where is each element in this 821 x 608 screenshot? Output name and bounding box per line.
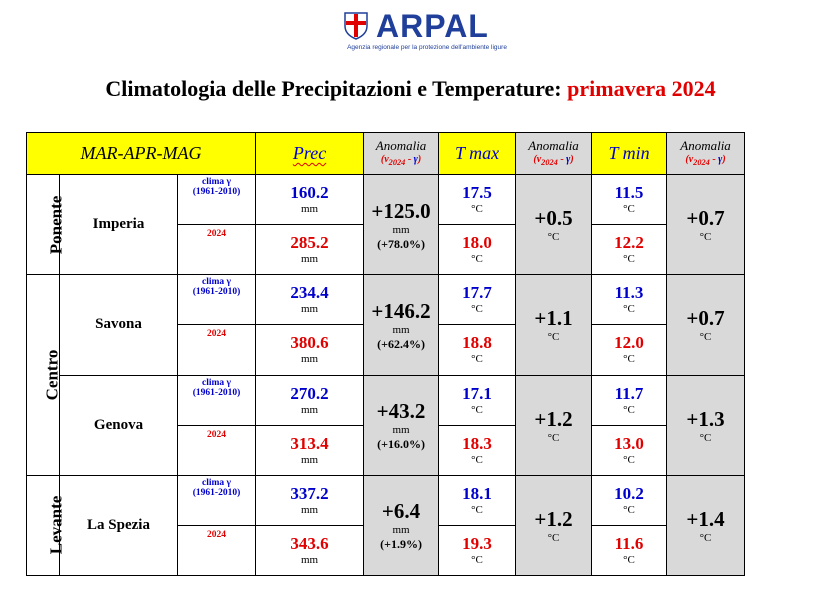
- header-tmax-anomaly: Anomalia $(v_{2024} - \gamma)$: [516, 133, 592, 175]
- tmax-clima-cell: 17.7 °C: [439, 275, 516, 325]
- prec-clima-cell: 270.2 mm: [256, 375, 364, 425]
- title-highlight: primavera 2024: [567, 76, 716, 101]
- tmax-anomaly-cell: +1.2 °C: [516, 375, 592, 475]
- table-row: [27, 375, 745, 425]
- zone-centro: Centro: [27, 275, 60, 475]
- tmax-anomaly-cell: +1.2 °C: [516, 475, 592, 575]
- tmax-anomaly-cell: +1.1 °C: [516, 275, 592, 375]
- header-tmin: T min: [592, 133, 667, 175]
- logo-wordmark: ARPAL: [376, 8, 489, 44]
- tmin-anomaly-cell: +0.7 °C: [667, 275, 745, 375]
- tmin-2024-cell: 13.0 °C: [592, 425, 667, 475]
- anomaly-formula: $(v_{2024} - \gamma)$: [533, 154, 574, 168]
- tmax-2024-cell: 18.3 °C: [439, 425, 516, 475]
- tmin-anomaly-cell: +1.4 °C: [667, 475, 745, 575]
- year-ref-label: 2024: [178, 425, 256, 475]
- header-period: MAR-APR-MAG: [27, 133, 256, 175]
- page-title: [0, 75, 821, 103]
- year-ref-label: 2024: [178, 525, 256, 575]
- tmin-clima-cell: 10.2 °C: [592, 475, 667, 525]
- tmin-clima-cell: 11.5 °C: [592, 175, 667, 225]
- zone-ponente: Ponente: [27, 175, 60, 275]
- title-main: Climatologia delle Precipitazioni e Temperature:: [105, 76, 568, 101]
- prec-anomaly-cell: +43.2 mm (+16.0%): [364, 375, 439, 475]
- liguria-shield-icon: [344, 12, 368, 40]
- tmin-anomaly-cell: +1.3 °C: [667, 375, 745, 475]
- prec-anomaly-cell: +6.4 mm (+1.9%): [364, 475, 439, 575]
- clima-ref-label: clima γ (1961-2010): [178, 275, 256, 325]
- year-ref-label: 2024: [178, 325, 256, 375]
- header-tmax: T max: [439, 133, 516, 175]
- climate-table: [26, 132, 745, 576]
- tmax-anomaly-cell: +0.5 °C: [516, 175, 592, 275]
- station-name: La Spezia: [60, 475, 178, 575]
- tmin-anomaly-cell: +0.7 °C: [667, 175, 745, 275]
- prec-anomaly-cell: +125.0 mm (+78.0%): [364, 175, 439, 275]
- prec-anomaly-cell: +146.2 mm (+62.4%): [364, 275, 439, 375]
- header-row: [27, 133, 745, 175]
- table-row: [27, 175, 745, 225]
- prec-clima-cell: 234.4 mm: [256, 275, 364, 325]
- anomaly-formula: $(v_{2024} - \gamma)$: [685, 154, 726, 168]
- anomaly-formula: $(v_{2024} - \gamma)$: [380, 154, 422, 168]
- tmin-2024-cell: 12.0 °C: [592, 325, 667, 375]
- prec-2024-cell: 313.4 mm: [256, 425, 364, 475]
- table-row: [27, 275, 745, 325]
- header-tmin-anomaly: Anomalia $(v_{2024} - \gamma)$: [667, 133, 745, 175]
- prec-clima-cell: 337.2 mm: [256, 475, 364, 525]
- prec-clima-cell: 160.2 mm: [256, 175, 364, 225]
- station-name: Savona: [60, 275, 178, 375]
- header-prec: Prec: [256, 133, 364, 175]
- header-prec-anomaly: Anomalia $(v_{2024} - \gamma)$: [364, 133, 439, 175]
- logo-tagline: Agenzia regionale per la protezione dell'ambiente ligure: [347, 44, 507, 51]
- zone-levante: Levante: [27, 475, 60, 575]
- table-row: [27, 475, 745, 525]
- clima-ref-label: clima γ (1961-2010): [178, 375, 256, 425]
- clima-ref-label: clima γ (1961-2010): [178, 175, 256, 225]
- tmin-clima-cell: 11.3 °C: [592, 275, 667, 325]
- station-name: Imperia: [60, 175, 178, 275]
- clima-ref-label: clima γ (1961-2010): [178, 475, 256, 525]
- tmin-clima-cell: 11.7 °C: [592, 375, 667, 425]
- prec-2024-cell: 380.6 mm: [256, 325, 364, 375]
- tmax-2024-cell: 19.3 °C: [439, 525, 516, 575]
- year-ref-label: 2024: [178, 225, 256, 275]
- arpal-logo: [344, 8, 507, 54]
- tmax-clima-cell: 17.1 °C: [439, 375, 516, 425]
- tmin-2024-cell: 12.2 °C: [592, 225, 667, 275]
- tmin-2024-cell: 11.6 °C: [592, 525, 667, 575]
- tmax-2024-cell: 18.0 °C: [439, 225, 516, 275]
- station-name: Genova: [60, 375, 178, 475]
- prec-2024-cell: 343.6 mm: [256, 525, 364, 575]
- tmax-2024-cell: 18.8 °C: [439, 325, 516, 375]
- prec-2024-cell: 285.2 mm: [256, 225, 364, 275]
- tmax-clima-cell: 18.1 °C: [439, 475, 516, 525]
- tmax-clima-cell: 17.5 °C: [439, 175, 516, 225]
